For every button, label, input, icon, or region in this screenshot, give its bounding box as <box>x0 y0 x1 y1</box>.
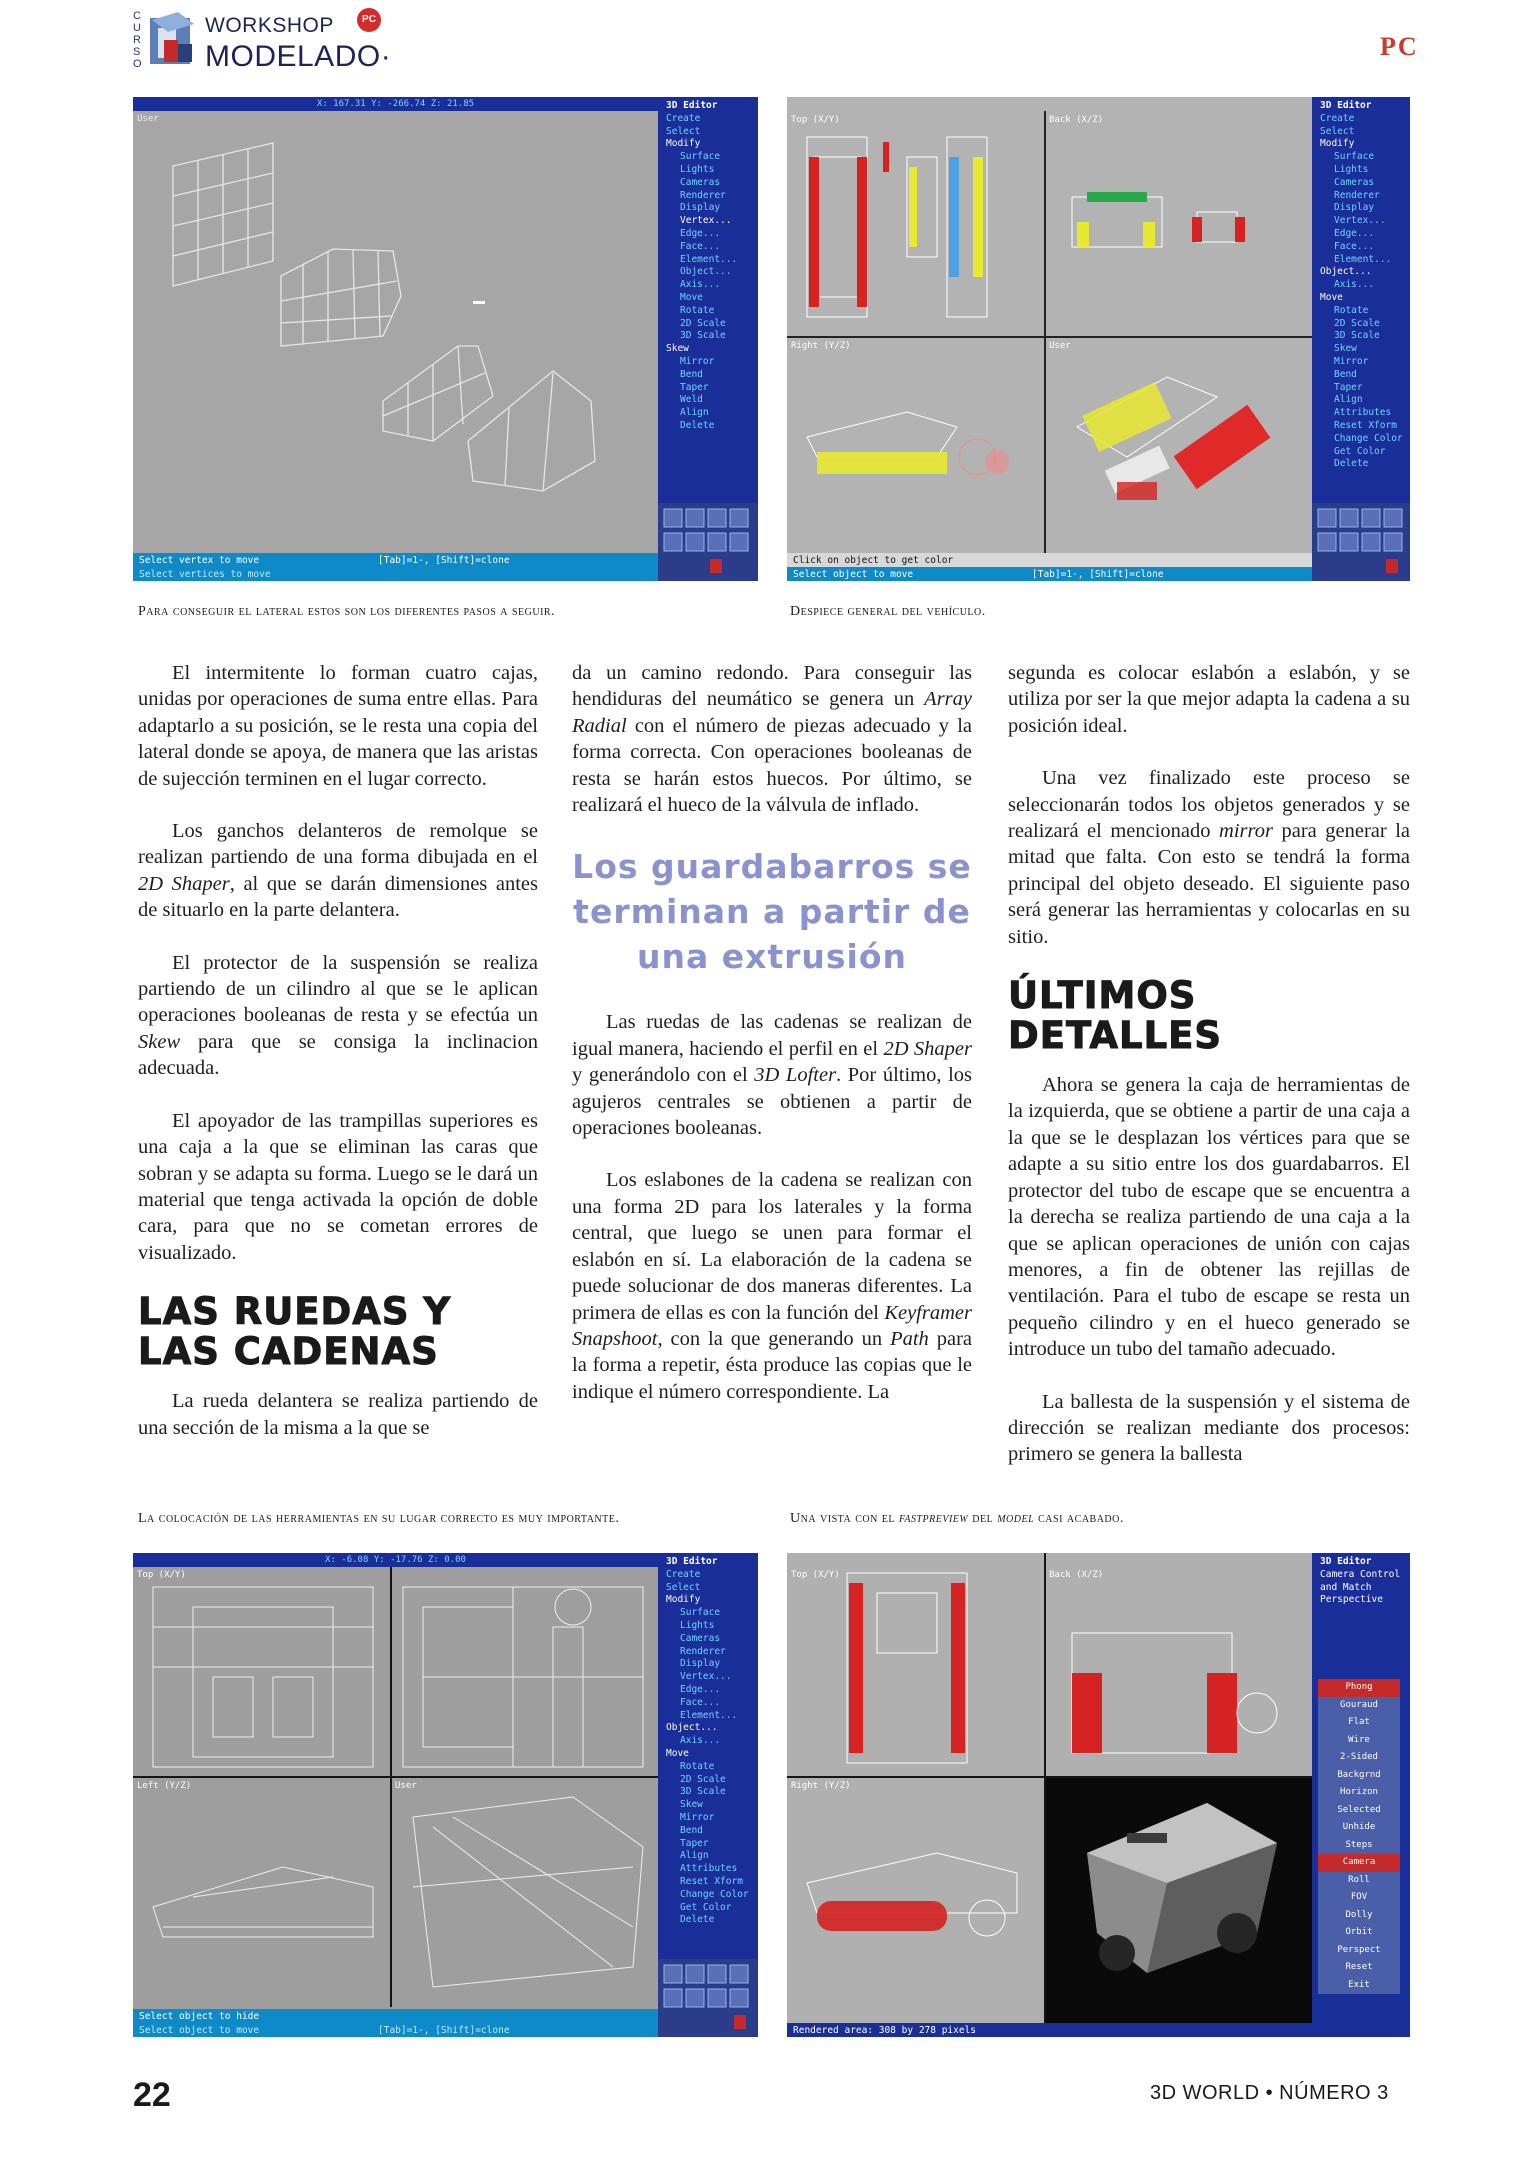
wireframe-tools-viewports <box>133 1567 658 2007</box>
option-gouraud[interactable]: Gouraud <box>1318 1697 1400 1715</box>
option-steps[interactable]: Steps <box>1318 1837 1400 1855</box>
editor-menu: 3D Editor Create Select Modify Surface Lights Cameras Renderer Display Vertex... Edge... Face... Element... Object... Axis... Move Rotate 2D Scale 3D Scale Skew Mirror Bend Taper Align Attributes Reset Xform Change Color Get Color Delete <box>658 1553 758 1959</box>
status-bar: Rendered area: 308 by 278 pixels <box>787 2023 1312 2037</box>
option-roll[interactable]: Roll <box>1318 1872 1400 1890</box>
paragraph: La ballesta de la suspensión y el sistema de dirección se realizan mediante dos procesos: primero se genera la ballesta <box>1008 1390 1410 1466</box>
camera-menu-header: 3D Editor Camera Control and Match Perspective <box>1312 1553 1410 1613</box>
caption-fastpreview: Una vista con el fastpreview del model casi acabado. <box>790 1511 1124 1526</box>
viewport-label-user: User <box>1049 341 1071 351</box>
viewport-label: User <box>137 114 159 124</box>
curso-vertical-label: C U R S O <box>133 10 142 70</box>
status-bar-second-line: Select object to move [Tab]=1-, [Shift]=clone <box>787 567 1312 581</box>
caption-vehicle-exploded: Despiece general del vehículo. <box>790 604 986 619</box>
option-backgrnd[interactable]: Backgrnd <box>1318 1767 1400 1785</box>
paragraph: El protector de la suspensión se realiza partiendo de un cilindro al que se le aplican operaciones booleanas de resta y se efectúa un Skew para que se consiga la inclinacion adecuada. <box>138 951 538 1080</box>
paragraph: Los ganchos delanteros de remolque se realizan partiendo de una forma dibujada en el 2D Shaper, al que se darán dimensiones antes de situarlo en la parte delantera. <box>138 820 539 922</box>
article-column-2 <box>572 660 972 1405</box>
option-fov[interactable]: FOV <box>1318 1889 1400 1907</box>
logo-modelado-text: MODELADO· <box>205 40 392 73</box>
viewport-label-top: Top (X/Y) <box>791 115 840 125</box>
editor-menu: 3D Editor Create Select Modify Surface Lights Cameras Renderer Display Vertex... Edge... Face... Element... Object... Axis... Move Rotate 2D Scale 3D Scale Skew Mirror Bend Taper Weld Align Delete <box>658 97 758 503</box>
status-bar-second-line: Select vertices to move <box>133 567 658 581</box>
exploded-vehicle-viewports <box>787 97 1312 553</box>
caption-lateral-steps: Para conseguir el lateral estos son los diferentes pasos a seguir. <box>138 604 556 619</box>
paragraph: El apoyador de las trampillas superiores es una caja a la que se eliminan las caras que sobran y se adapta su forma. Luego se le dará un material que tenga activada la opción de doble cara, para que no se cometan errores de visualizado. <box>138 1109 538 1264</box>
paragraph: Los eslabones de la cadena se realizan con una forma 2D para los laterales y la forma central, que luego se unen para formar el eslabón en sí. La elaboración de la cadena se puede solucionar de dos maneras diferentes. La primera de ellas es con la función del Keyframer Snapshoot, con la que generando un Path para la forma a repetir, ésta produce las copias que le indique el número correspondiente. La <box>572 1169 972 1403</box>
viewport-label-top: Top (X/Y) <box>137 1570 186 1580</box>
viewport-label-top: Top (X/Y) <box>791 1570 840 1580</box>
option-perspect[interactable]: Perspect <box>1318 1942 1400 1960</box>
subheading-ultimos-detalles: ÚLTIMOS DETALLES <box>1008 974 1223 1058</box>
paragraph: Una vez finalizado este proceso se seleccionarán todos los objetos generados y se realizará el mencionado mirror para generar la mitad que falta. Con esto se tendrá la forma principal del objeto deseado. El siguiente paso será generar las herramientas y colocarlas en su sitio. <box>1008 767 1410 948</box>
fastpreview-viewports <box>787 1553 1312 2023</box>
option-2sided[interactable]: 2-Sided <box>1318 1749 1400 1767</box>
viewport-label-right: Right (Y/Z) <box>791 1781 851 1791</box>
section-tag: PC <box>1380 32 1419 61</box>
status-bar: Select object to hide <box>133 2009 658 2023</box>
icon-panel <box>1312 503 1410 581</box>
option-reset[interactable]: Reset <box>1318 1959 1400 1977</box>
render-options-panel <box>1312 1613 1410 2037</box>
page-number: 22 <box>133 2076 171 2114</box>
workshop-logo-icon <box>148 10 200 68</box>
status-bar: Select vertex to move [Tab]=1-, [Shift]=clone <box>133 553 658 567</box>
option-camera[interactable]: Camera <box>1318 1854 1400 1872</box>
article-column-1 <box>138 660 538 1441</box>
screenshot-vehicle-exploded <box>787 97 1410 581</box>
subheading-ruedas: LAS RUEDAS Y LAS CADENAS <box>138 1290 452 1374</box>
option-horizon[interactable]: Horizon <box>1318 1784 1400 1802</box>
coordinate-readout: X: -6.08 Y: -17.76 Z: 0.00 <box>133 1553 658 1567</box>
paragraph: Las ruedas de las cadenas se realizan de igual manera, haciendo el perfil en el 2D Shaper y generándolo con el 3D Lofter. Por último, los agujeros centrales se obtienen a partir de operaciones booleanas. <box>572 1011 972 1140</box>
pull-quote: Los guardabarros se terminan a partir de una extrusión <box>572 847 972 977</box>
option-phong[interactable]: Phong <box>1318 1679 1400 1697</box>
screenshot-lateral-steps <box>133 97 758 581</box>
viewport-label-right: Right (Y/Z) <box>791 341 851 351</box>
screenshot-fastpreview <box>787 1553 1410 2037</box>
option-orbit[interactable]: Orbit <box>1318 1924 1400 1942</box>
icon-panel <box>658 503 758 581</box>
viewport-label-back: Back (X/Z) <box>1049 115 1104 125</box>
option-exit[interactable]: Exit <box>1318 1977 1400 1995</box>
magazine-footer: 3D WORLD • NÚMERO 3 <box>1150 2082 1389 2104</box>
viewport-label-left: Left (Y/Z) <box>137 1781 192 1791</box>
screenshot-tools-placement <box>133 1553 758 2037</box>
paragraph: El intermitente lo forman cuatro cajas, unidas por operaciones de suma entre ellas. Para adaptarlo a su posición, se le resta una copia del lateral donde se apoya, de manera que las aristas de sujección terminen en el lugar correcto. <box>138 662 538 790</box>
coordinate-readout: X: 167.31 Y: -266.74 Z: 21.85 <box>133 97 658 111</box>
icon-panel <box>658 1959 758 2037</box>
wireframe-viewport <box>133 111 658 551</box>
option-wire[interactable]: Wire <box>1318 1732 1400 1750</box>
editor-menu: 3D Editor Create Select Modify Surface Lights Cameras Renderer Display Vertex... Edge... Face... Element... Object... Axis... Move Rotate 2D Scale 3D Scale Skew Mirror Bend Taper Align Attributes Reset Xform Change Color Get Color Delete <box>1312 97 1410 503</box>
logo-workshop-text: WORKSHOP <box>205 14 334 37</box>
option-dolly[interactable]: Dolly <box>1318 1907 1400 1925</box>
caption-tools-placement: La colocación de las herramientas en su lugar correcto es muy importante. <box>138 1511 620 1526</box>
option-flat[interactable]: Flat <box>1318 1714 1400 1732</box>
paragraph: da un camino redondo. Para conseguir las hendiduras del neumático se genera un Array Radial con el número de piezas adecuado y la forma correcta. Con operaciones booleanas de resta se harán estos huecos. Por último, se realizará el hueco de la válvula de inflado. <box>572 662 972 817</box>
article-column-3 <box>1008 660 1410 1468</box>
option-unhide[interactable]: Unhide <box>1318 1819 1400 1837</box>
status-bar-second-line: Select object to move [Tab]=1-, [Shift]=clone <box>133 2023 658 2037</box>
viewport-label-user: User <box>395 1781 417 1791</box>
pc-badge: PC <box>357 8 381 32</box>
paragraph: Ahora se genera la caja de herramientas de la izquierda, que se obtiene a partir de una caja a la que se le desplazan los vértices para que se adapte a su sitio entre los dos guardabarros. El protector del tubo de escape que se encuentra a la derecha se realiza partiendo de una caja a la que se aplican operaciones de unión con cajas menores, a fin de obtener las rejillas de ventilación. Para el tubo de escape se resta un pequeño cilindro y en el hueco generado se introduce un tubo del tamaño adecuado. <box>1008 1074 1410 1361</box>
paragraph: La rueda delantera se realiza partiendo de una sección de la misma a la que se <box>138 1390 538 1439</box>
viewport-label-back: Back (X/Z) <box>1049 1570 1104 1580</box>
option-selected[interactable]: Selected <box>1318 1802 1400 1820</box>
status-bar: Click on object to get color <box>787 553 1312 567</box>
paragraph: segunda es colocar eslabón a eslabón, y se utiliza por ser la que mejor adapta la cadena a su posición ideal. <box>1008 662 1410 737</box>
